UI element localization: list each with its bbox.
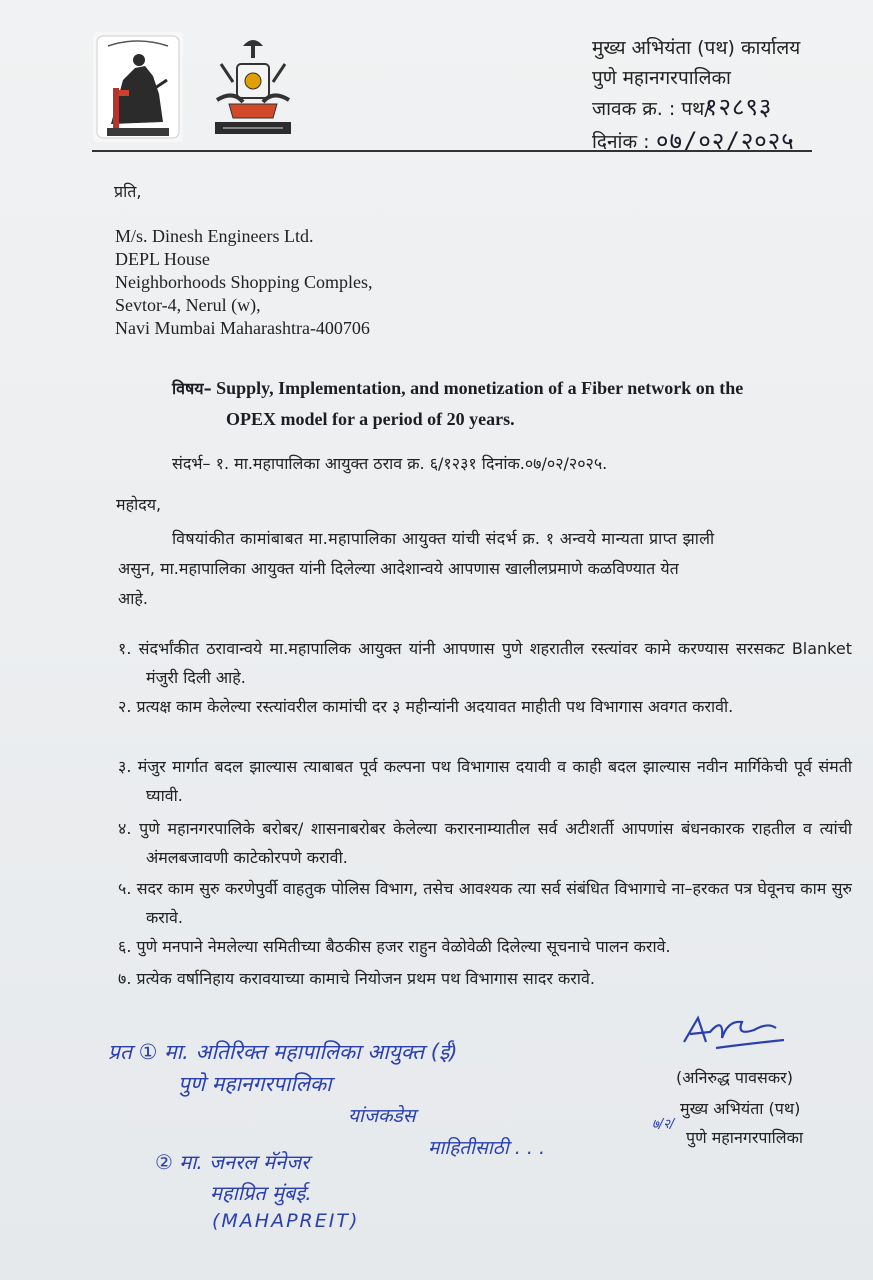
- copy-to-line-7: (MAHAPREIT): [212, 1210, 360, 1232]
- intro-line: आहे.: [118, 589, 148, 608]
- outward-ref-label: जावक क्र. : पथ/: [592, 98, 711, 120]
- office-org: पुणे महानगरपालिका: [592, 67, 731, 89]
- signatory-org: पुणे महानगरपालिका: [686, 1128, 804, 1147]
- shivaji-emblem-logo: [93, 32, 183, 142]
- subject-line-1: Supply, Implementation, and monetization of a Fiber network on the: [216, 378, 744, 398]
- address-line: Navi Mumbai Maharashtra-400706: [115, 318, 370, 338]
- copy-to-line-6: महाप्रित मुंबई.: [210, 1181, 312, 1205]
- pmc-crest-logo: [203, 34, 303, 139]
- subject-line-2: OPEX model for a period of 20 years.: [226, 409, 515, 429]
- office-title: मुख्य अभियंता (पथ) कार्यालय: [592, 37, 801, 59]
- instruction-point: ३. मंजुर मार्गात बदल झाल्यास त्याबाबत पूर्व कल्पना पथ विभागास दयावी व काही बदल झाल्यास नवीन मार्गिकेची पूर्व संमती घ्यावी.: [118, 757, 852, 805]
- copy-to-line-4: माहितीसाठी . . .: [428, 1137, 546, 1159]
- instruction-point: ६. पुणे मनपाने नेमलेल्या समितीच्या बैठकीस हजर राहुन वेळोवेळी दिलेल्या सूचनाचे पालन करावे.: [118, 937, 671, 956]
- copy-to-line-1: प्रत ① मा. अतिरिक्त महापालिका आयुक्त (ई): [108, 1040, 458, 1064]
- prati-label: प्रति,: [114, 182, 142, 201]
- intro-line: असुन, मा.महापालिका आयुक्त यांनी दिलेल्या आदेशान्वये आपणास खालीलप्रमाणे कळविण्यात येत: [118, 559, 679, 578]
- header-divider: [92, 150, 812, 152]
- copy-to-line-5: ② मा. जनरल मॅनेजर: [155, 1150, 310, 1174]
- signatory-designation: मुख्य अभियंता (पथ): [680, 1099, 801, 1118]
- address-line: M/s. Dinesh Engineers Ltd.: [115, 226, 314, 246]
- sign-date: ७/२/: [652, 1117, 675, 1132]
- address-line: Sevtor-4, Nerul (w),: [115, 295, 261, 315]
- address-line: DEPL House: [115, 249, 210, 269]
- subject-label: विषय–: [172, 379, 212, 398]
- instruction-point: ७. प्रत्येक वर्षानिहाय करावयाच्या कामाचे नियोजन प्रथम पथ विभागास सादर करावे.: [118, 969, 595, 988]
- copy-to-line-2: पुणे महानगरपालिका: [178, 1072, 332, 1096]
- instruction-point: २. प्रत्यक्ष काम केलेल्या रस्त्यांवरील कामांची दर ३ महीन्यांनी अदयावत माहीती पथ विभागास अवगत करावी.: [118, 697, 734, 716]
- copy-to-line-3: यांजकडेस: [348, 1105, 416, 1127]
- instruction-point: ५. सदर काम सुरु करणेपुर्वी वाहतुक पोलिस विभाग, तसेच आवश्यक त्या सर्व संबंधित विभागाचे ना–हरकत पत्र घेवूनच काम सुरु करावे.: [118, 879, 852, 927]
- subject-block: [172, 373, 812, 434]
- instruction-point: ४. पुणे महानगरपालिके बरोबर/ शासनाबरोबर केलेल्या करारनाम्यातील सर्व अटीशर्ती आपणांस बंधनकारक राहतील व त्यांची अंमलबजावणी काटेकोरपणे करावी.: [118, 819, 852, 867]
- outward-ref-number: १२८९३: [705, 93, 773, 121]
- address-line: Neighborhoods Shopping Comples,: [115, 272, 373, 292]
- instruction-point: १. संदर्भांकीत ठरावान्वये मा.महापालिक आयुक्त यांनी आपणास पुणे शहरातील रस्त्यांवर कामे करण्यास सरसकट Blanket मंजुरी दिली आहे.: [118, 639, 852, 687]
- signature-scribble: [676, 1008, 796, 1058]
- date-value: ०७/०२/२०२५: [656, 127, 795, 155]
- salutation: महोदय,: [116, 495, 162, 514]
- intro-line: विषयांकीत कामांबाबत मा.महापालिका आयुक्त यांची संदर्भ क्र. १ अन्वये मान्यता प्राप्त झाली: [172, 529, 715, 548]
- date-label: दिनांक :: [592, 131, 650, 153]
- signatory-name: (अनिरुद्ध पावसकर): [676, 1068, 793, 1087]
- reference-line: संदर्भ– १. मा.महापालिका आयुक्त ठराव क्र. ६/१२३१ दिनांक.०७/०२/२०२५.: [172, 454, 608, 473]
